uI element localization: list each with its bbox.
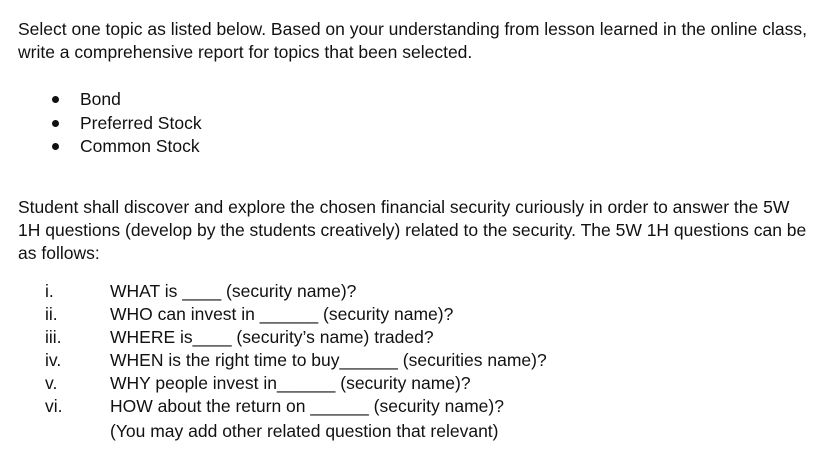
topic-item (50, 112, 202, 136)
question-text: HOW about the return on ______ (security name)? (110, 396, 504, 416)
question-text: WHY people invest in______ (security name)? (110, 373, 471, 393)
question-number: vi. (45, 396, 63, 416)
intro-paragraph: Select one topic as listed below. Based on your understanding from lesson learned in the online class, write a comprehensive report for topics that been selected. (18, 19, 807, 62)
question-text: WHEN is the right time to buy______ (securities name)? (110, 350, 547, 370)
question-number: iii. (45, 327, 62, 347)
question-number: v. (45, 373, 58, 393)
bullet-icon (52, 143, 59, 150)
question-text: WHO can invest in ______ (security name)? (110, 304, 454, 324)
question-text: WHAT is ____ (security name)? (110, 281, 357, 301)
question-number: i. (45, 281, 54, 301)
topic-label: Bond (80, 89, 121, 109)
topic-item (50, 88, 202, 112)
note-text: (You may add other related question that relevant) (110, 421, 499, 441)
topic-label: Common Stock (80, 136, 200, 156)
topic-label: Preferred Stock (80, 112, 202, 133)
question-text: WHERE is____ (security’s name) traded? (110, 327, 434, 347)
topic-item (50, 135, 202, 159)
bullet-icon (52, 120, 59, 127)
instructions-paragraph: Student shall discover and explore the chosen financial security curiously in order to answer the 5W 1H questions (develop by the students creatively) related to the security. The 5W 1H questions can be as follows: (18, 197, 807, 263)
question-number: iv. (45, 350, 62, 370)
topic-list (50, 88, 202, 159)
bullet-icon (52, 96, 59, 103)
question-number: ii. (45, 304, 58, 324)
